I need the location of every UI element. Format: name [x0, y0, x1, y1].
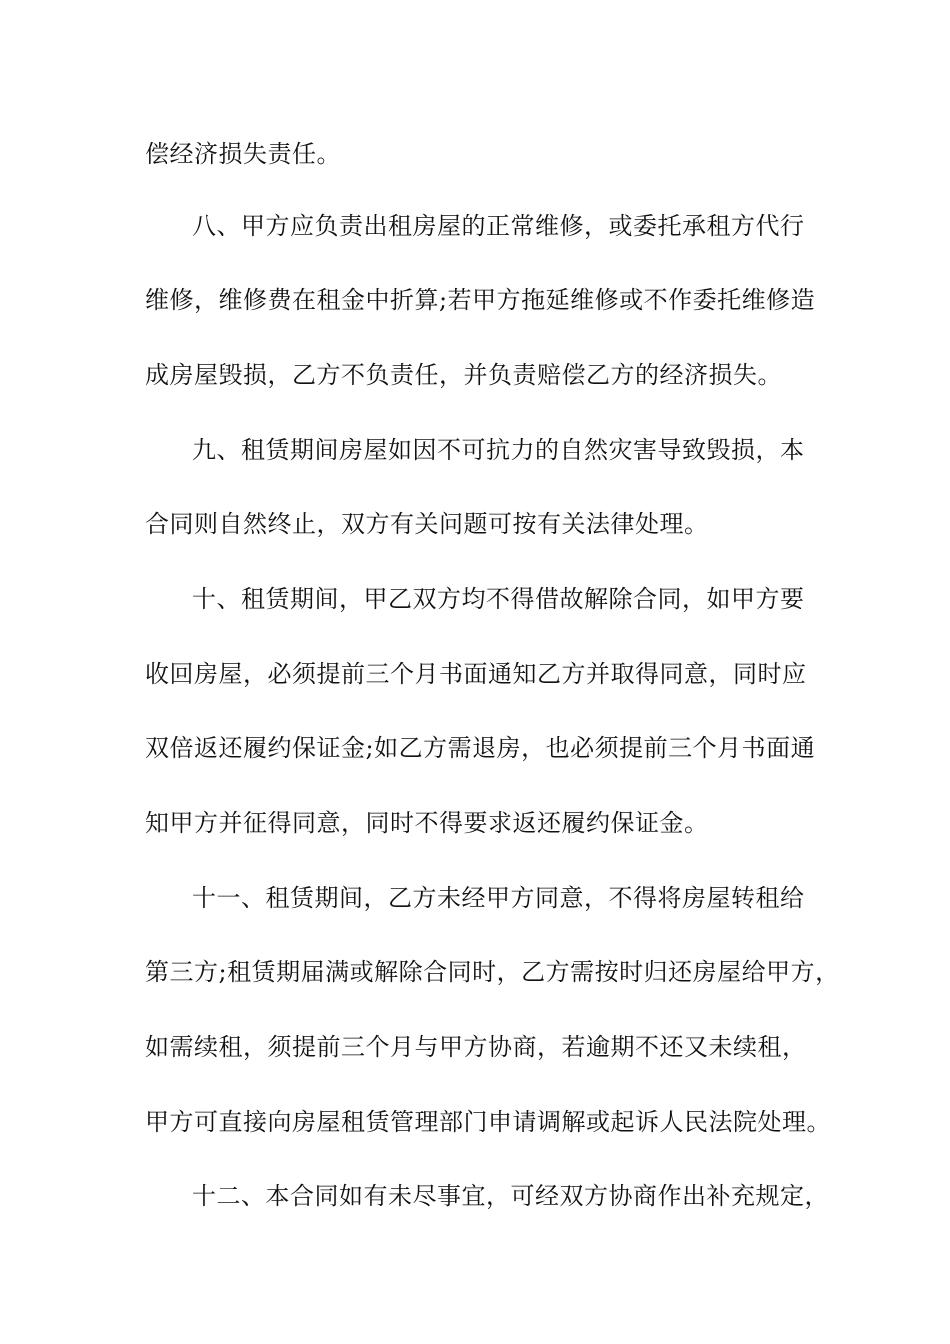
clause-11-line-3: 如需续租，须提前三个月与甲方协商，若逾期不还又未续租，: [145, 1033, 807, 1061]
clause-11-line-4: 甲方可直接向房屋租赁管理部门申请调解或起诉人民法院处理。: [145, 1108, 831, 1136]
clause-10-line-1: 十、租赁期间，甲乙双方均不得借故解除合同，如甲方要: [192, 585, 805, 613]
clause-10-line-4: 知甲方并征得同意，同时不得要求返还履约保证金。: [145, 809, 709, 837]
text-line: 偿经济损失责任。: [145, 140, 341, 168]
clause-11-line-2: 第三方;租赁期届满或解除合同时，乙方需按时归还房屋给甲方，: [145, 958, 840, 986]
clause-10-line-2: 收回房屋，必须提前三个月书面通知乙方并取得同意，同时应: [145, 660, 807, 688]
clause-8-line-2: 维修，维修费在租金中折算;若甲方拖延维修或不作委托维修造: [145, 286, 816, 314]
clause-10-line-3: 双倍返还履约保证金;如乙方需退房，也必须提前三个月书面通: [145, 734, 816, 762]
clause-8-line-3: 成房屋毁损，乙方不负责任，并负责赔偿乙方的经济损失。: [145, 361, 782, 389]
clause-11-line-1: 十一、租赁期间，乙方未经甲方同意，不得将房屋转租给: [192, 884, 805, 912]
clause-9-line-2: 合同则自然终止，双方有关问题可按有关法律处理。: [145, 510, 709, 538]
clause-12-line-1: 十二、本合同如有未尽事宜，可经双方协商作出补充规定，: [192, 1182, 829, 1210]
clause-9-line-1: 九、租赁期间房屋如因不可抗力的自然灾害导致毁损，本: [192, 436, 805, 464]
clause-8-line-1: 八、甲方应负责出租房屋的正常维修，或委托承租方代行: [192, 212, 805, 240]
